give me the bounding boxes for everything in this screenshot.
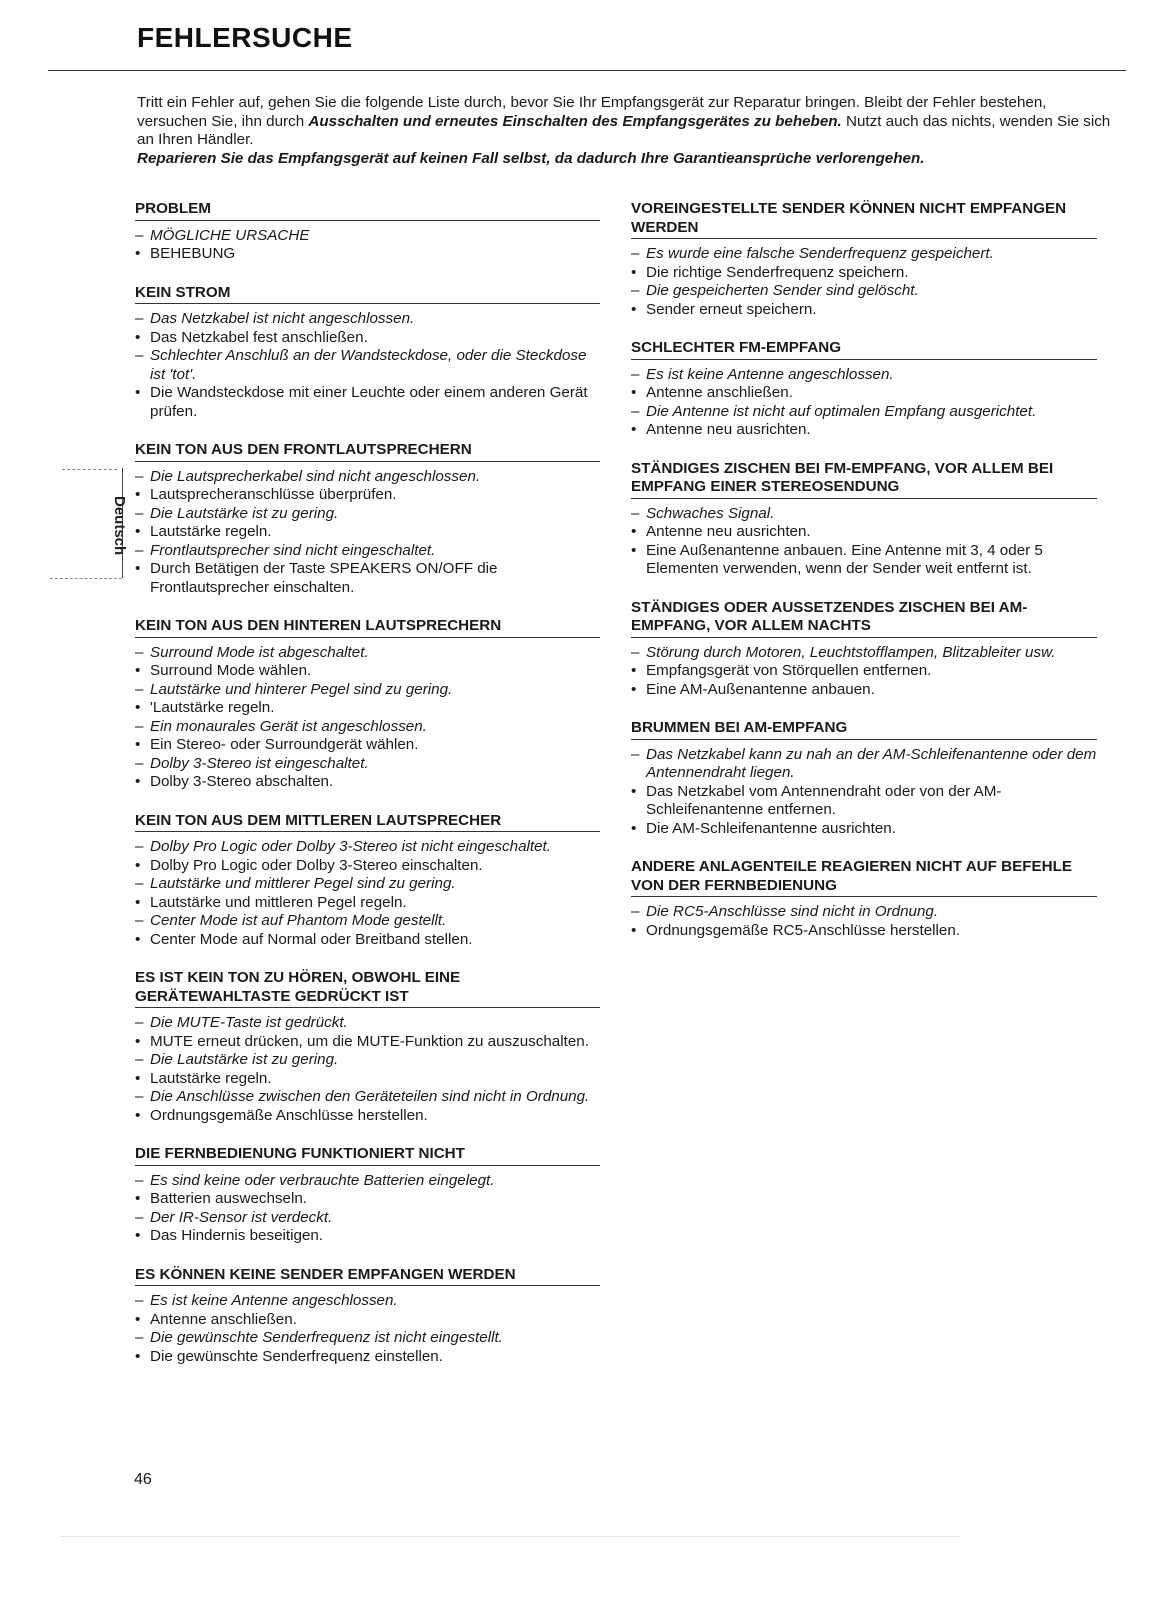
bullet-marker-icon: •	[135, 1227, 141, 1244]
section-heading: ES IST KEIN TON ZU HÖREN, OBWOHL EINE GERÄTEWAHLTASTE GEDRÜCKT IST	[135, 969, 600, 1008]
section-heading: ANDERE ANLAGENTEILE REAGIEREN NICHT AUF BEFEHLE VON DER FERNBEDIENUNG	[631, 858, 1097, 897]
bullet-marker-icon: •	[631, 541, 637, 559]
line-text: Antenne neu ausrichten.	[646, 421, 811, 438]
page-number: 46	[134, 1471, 152, 1488]
dash-marker-icon: –	[135, 643, 144, 661]
troubleshooting-section	[135, 441, 600, 597]
bullet-marker-icon: •	[135, 662, 141, 679]
line-text: Sender erneut speichern.	[646, 300, 817, 318]
bullet-marker-icon: •	[135, 1190, 141, 1207]
cause-line	[135, 838, 600, 857]
section-heading: SCHLECHTER FM-EMPFANG	[631, 339, 1097, 360]
cause-line	[631, 403, 1097, 422]
remedy-line	[135, 1190, 600, 1209]
remedy-line	[631, 662, 1097, 681]
line-text: Antenne anschließen.	[646, 384, 793, 401]
line-text: Ordnungsgemäße RC5-Anschlüsse herstellen.	[646, 921, 961, 939]
bullet-marker-icon: •	[631, 421, 637, 438]
bullet-marker-icon: •	[135, 1069, 141, 1087]
line-text: Die gewünschte Senderfrequenz einstellen.	[150, 1347, 443, 1365]
dash-marker-icon: –	[135, 1292, 144, 1309]
line-text: Eine AM-Außenantenne anbauen.	[646, 680, 875, 698]
line-text: Antenne neu ausrichten.	[646, 523, 811, 540]
bullet-marker-icon: •	[135, 1310, 141, 1328]
line-text: Eine Außenantenne anbauen. Eine Antenne mit 3, 4 oder 5 Elementen verwenden, wenn der Sender weit entfernt ist.	[646, 541, 1043, 577]
troubleshooting-section	[631, 460, 1097, 579]
bullet-marker-icon: •	[135, 893, 141, 911]
dash-marker-icon: –	[135, 467, 144, 485]
section-heading: STÄNDIGES ZISCHEN BEI FM-EMPFANG, VOR ALLEM BEI EMPFANG EINER STEREOSENDUNG	[631, 460, 1097, 499]
cause-line	[135, 1051, 600, 1070]
bullet-marker-icon: •	[135, 930, 141, 948]
line-text: Center Mode auf Normal oder Breitband stellen.	[150, 930, 473, 948]
troubleshooting-section	[631, 339, 1097, 440]
line-text: Die Lautstärke ist zu gering.	[150, 1051, 339, 1068]
remedy-line	[135, 736, 600, 755]
cause-line	[135, 1292, 600, 1311]
remedy-line	[135, 560, 600, 597]
remedy-line	[135, 894, 600, 913]
cause-line	[631, 505, 1097, 524]
line-text: Die Lautstärke ist zu gering.	[150, 504, 339, 522]
troubleshooting-section	[135, 969, 600, 1125]
line-text: Frontlautsprecher sind nicht eingeschaltet.	[150, 541, 436, 559]
bullet-marker-icon: •	[631, 263, 637, 281]
remedy-line	[631, 542, 1097, 579]
line-text: Es sind keine oder verbrauchte Batterien eingelegt.	[150, 1171, 495, 1189]
dash-marker-icon: –	[135, 347, 144, 364]
cause-line	[631, 903, 1097, 922]
dash-marker-icon: –	[135, 504, 144, 522]
cause-line	[135, 1088, 600, 1107]
cause-line	[135, 718, 600, 737]
remedy-line	[135, 1033, 600, 1052]
bullet-marker-icon: •	[135, 384, 141, 401]
remedy-line	[631, 820, 1097, 839]
dash-marker-icon: –	[135, 226, 144, 244]
section-heading: DIE FERNBEDIENUNG FUNKTIONIERT NICHT	[135, 1145, 600, 1166]
line-text: Lautstärke und mittleren Pegel regeln.	[150, 893, 407, 911]
remedy-line	[135, 1070, 600, 1089]
troubleshooting-section	[135, 200, 600, 264]
cause-line	[631, 746, 1097, 783]
line-text: Die RC5-Anschlüsse sind nicht in Ordnung.	[646, 903, 939, 920]
bullet-marker-icon: •	[135, 245, 141, 262]
line-text: Das Hindernis beseitigen.	[150, 1227, 324, 1244]
line-text: Die Antenne ist nicht auf optimalen Empfang ausgerichtet.	[646, 402, 1037, 420]
dash-marker-icon: –	[631, 643, 640, 661]
troubleshooting-section	[631, 719, 1097, 838]
scan-noise-line	[60, 1536, 960, 1537]
bullet-marker-icon: •	[135, 699, 141, 716]
bullet-marker-icon: •	[135, 1106, 141, 1124]
dash-marker-icon: –	[631, 903, 640, 920]
remedy-line	[135, 329, 600, 348]
troubleshooting-section	[631, 200, 1097, 319]
remedy-line	[135, 857, 600, 876]
cause-line	[631, 366, 1097, 385]
line-text: Antenne anschließen.	[150, 1310, 297, 1328]
cause-line	[135, 1209, 600, 1228]
remedy-line	[631, 264, 1097, 283]
intro-warning: Reparieren Sie das Empfangsgerät auf keinen Fall selbst, da dadurch Ihre Garantieansprüche verlorengehen.	[137, 149, 925, 167]
line-text: MUTE erneut drücken, um die MUTE-Funktion zu auszuschalten.	[150, 1032, 589, 1050]
remedy-line	[135, 662, 600, 681]
bullet-marker-icon: •	[135, 328, 141, 346]
intro-text-start: Tritt ein Fehler auf, gehen Sie die folgende Liste durch, bevor Sie Ihr Empfangsgerät zur Reparatur bringen. Bleibt der Fehler bestehen, versuchen Sie, ihn durch	[137, 94, 1047, 130]
dash-marker-icon: –	[135, 1329, 144, 1346]
cause-line	[135, 912, 600, 931]
dash-marker-icon: –	[135, 1014, 144, 1031]
cause-line	[135, 875, 600, 894]
line-text: Ein monaurales Gerät ist angeschlossen.	[150, 717, 427, 735]
cause-line	[631, 282, 1097, 301]
line-text: 'Lautstärke regeln.	[150, 699, 275, 716]
remedy-line	[631, 922, 1097, 941]
bullet-marker-icon: •	[135, 523, 141, 540]
bullet-marker-icon: •	[631, 384, 637, 401]
bullet-marker-icon: •	[631, 819, 637, 837]
line-text: Die gespeicherten Sender sind gelöscht.	[646, 282, 919, 299]
remedy-line	[631, 301, 1097, 320]
line-text: Ein Stereo- oder Surroundgerät wählen.	[150, 736, 419, 753]
bullet-marker-icon: •	[631, 523, 637, 540]
line-text: Durch Betätigen der Taste SPEAKERS ON/OFF die Frontlautsprecher einschalten.	[150, 560, 498, 596]
dash-marker-icon: –	[135, 875, 144, 892]
cause-line	[135, 1014, 600, 1033]
line-text: Die richtige Senderfrequenz speichern.	[646, 263, 909, 281]
troubleshooting-section	[135, 812, 600, 950]
troubleshooting-section	[135, 1266, 600, 1367]
intro-paragraph	[137, 94, 1112, 150]
cause-line	[135, 468, 600, 487]
line-text: Der IR-Sensor ist verdeckt.	[150, 1208, 333, 1226]
line-text: Schlechter Anschluß an der Wandsteckdose, oder die Steckdose ist 'tot'.	[150, 347, 587, 383]
right-column	[631, 200, 1097, 960]
dash-marker-icon: –	[631, 745, 640, 763]
remedy-line	[631, 523, 1097, 542]
title-divider	[48, 70, 1126, 71]
line-text: Schwaches Signal.	[646, 504, 775, 522]
remedy-line	[135, 245, 600, 264]
dash-marker-icon: –	[135, 310, 144, 327]
remedy-line	[631, 384, 1097, 403]
line-text: Die AM-Schleifenantenne ausrichten.	[646, 819, 896, 837]
line-text: Die Anschlüsse zwischen den Geräteteilen sind nicht in Ordnung.	[150, 1088, 590, 1105]
line-text: Empfangsgerät von Störquellen entfernen.	[646, 662, 932, 679]
dash-marker-icon: –	[135, 541, 144, 559]
dash-marker-icon: –	[135, 1171, 144, 1189]
page-title: FEHLERSUCHE	[137, 22, 353, 53]
remedy-line	[135, 1348, 600, 1367]
cause-line	[135, 542, 600, 561]
remedy-line	[135, 486, 600, 505]
dash-marker-icon: –	[631, 245, 640, 262]
line-text: Ordnungsgemäße Anschlüsse herstellen.	[150, 1106, 428, 1124]
line-text: Es ist keine Antenne angeschlossen.	[646, 365, 894, 383]
section-heading: KEIN TON AUS DEN FRONTLAUTSPRECHERN	[135, 441, 600, 462]
line-text: Die Wandsteckdose mit einer Leuchte oder einem anderen Gerät prüfen.	[150, 384, 588, 420]
cause-line	[135, 347, 600, 384]
troubleshooting-section	[135, 1145, 600, 1246]
dash-marker-icon: –	[135, 754, 144, 772]
cause-line	[135, 505, 600, 524]
troubleshooting-section	[135, 617, 600, 792]
remedy-line	[135, 1311, 600, 1330]
line-text: Lautstärke und hinterer Pegel sind zu gering.	[150, 680, 453, 698]
line-text: Die MUTE-Taste ist gedrückt.	[150, 1014, 348, 1031]
left-column	[135, 200, 600, 1386]
line-text: Dolby 3-Stereo abschalten.	[150, 773, 334, 790]
line-text: Lautstärke regeln.	[150, 1069, 272, 1087]
line-text: Dolby 3-Stereo ist eingeschaltet.	[150, 754, 369, 772]
remedy-line	[135, 773, 600, 792]
troubleshooting-section	[631, 858, 1097, 940]
troubleshooting-section	[631, 599, 1097, 700]
remedy-line	[135, 1107, 600, 1126]
intro-block	[137, 94, 1112, 168]
cause-line	[135, 644, 600, 663]
remedy-line	[631, 421, 1097, 440]
line-text: Dolby Pro Logic oder Dolby 3-Stereo ist nicht eingeschaltet.	[150, 838, 551, 855]
remedy-line	[135, 931, 600, 950]
dash-marker-icon: –	[135, 717, 144, 735]
dash-marker-icon: –	[135, 838, 144, 855]
section-heading: STÄNDIGES ODER AUSSETZENDES ZISCHEN BEI AM-EMPFANG, VOR ALLEM NACHTS	[631, 599, 1097, 638]
bullet-marker-icon: •	[135, 1032, 141, 1050]
cause-line	[135, 310, 600, 329]
bullet-marker-icon: •	[135, 1347, 141, 1365]
section-heading: ES KÖNNEN KEINE SENDER EMPFANGEN WERDEN	[135, 1266, 600, 1287]
bullet-marker-icon: •	[135, 560, 141, 577]
dash-marker-icon: –	[631, 282, 640, 299]
line-text: Störung durch Motoren, Leuchtstofflampen, Blitzableiter usw.	[646, 643, 1056, 661]
line-text: BEHEBUNG	[150, 245, 236, 262]
dash-marker-icon: –	[135, 1088, 144, 1105]
dash-marker-icon: –	[631, 402, 640, 420]
line-text: Das Netzkabel fest anschließen.	[150, 328, 368, 346]
bullet-marker-icon: •	[631, 782, 637, 800]
dash-marker-icon: –	[135, 1208, 144, 1226]
dash-marker-icon: –	[631, 504, 640, 522]
section-heading: PROBLEM	[135, 200, 600, 221]
line-text: Es ist keine Antenne angeschlossen.	[150, 1292, 398, 1309]
line-text: Dolby Pro Logic oder Dolby 3-Stereo einschalten.	[150, 856, 483, 874]
language-tab-label: Deutsch	[111, 496, 128, 556]
dash-marker-icon: –	[631, 365, 640, 383]
section-heading: BRUMMEN BEI AM-EMPFANG	[631, 719, 1097, 740]
line-text: MÖGLICHE URSACHE	[150, 226, 310, 244]
line-text: Surround Mode wählen.	[150, 662, 312, 679]
section-heading: VOREINGESTELLTE SENDER KÖNNEN NICHT EMPFANGEN WERDEN	[631, 200, 1097, 239]
dash-marker-icon: –	[135, 680, 144, 698]
bullet-marker-icon: •	[631, 680, 637, 698]
intro-text-end: Nutzt auch das nichts, wenden Sie sich an Ihren Händler.	[137, 112, 1111, 148]
cause-line	[631, 245, 1097, 264]
bullet-marker-icon: •	[135, 773, 141, 790]
line-text: Lautstärke und mittlerer Pegel sind zu gering.	[150, 875, 456, 892]
side-tab-guide-bottom	[50, 578, 122, 579]
remedy-line	[135, 1227, 600, 1246]
bullet-marker-icon: •	[631, 300, 637, 318]
bullet-marker-icon: •	[631, 921, 637, 939]
section-heading: KEIN TON AUS DEM MITTLEREN LAUTSPRECHER	[135, 812, 600, 833]
dash-marker-icon: –	[135, 912, 144, 929]
line-text: Das Netzkabel kann zu nah an der AM-Schleifenantenne oder dem Antennendraht liegen.	[646, 745, 1097, 781]
line-text: Lautsprecheranschlüsse überprüfen.	[150, 486, 397, 503]
bullet-marker-icon: •	[135, 736, 141, 753]
bullet-marker-icon: •	[135, 486, 141, 503]
line-text: Center Mode ist auf Phantom Mode gestellt.	[150, 912, 447, 929]
cause-line	[135, 1329, 600, 1348]
line-text: Surround Mode ist abgeschaltet.	[150, 643, 369, 661]
cause-line	[135, 1172, 600, 1191]
line-text: Es wurde eine falsche Senderfrequenz gespeichert.	[646, 245, 994, 262]
cause-line	[631, 644, 1097, 663]
line-text: Das Netzkabel vom Antennendraht oder von der AM-Schleifenantenne entfernen.	[646, 782, 1002, 818]
remedy-line	[631, 783, 1097, 820]
cause-line	[135, 681, 600, 700]
line-text: Die gewünschte Senderfrequenz ist nicht eingestellt.	[150, 1329, 503, 1346]
remedy-line	[135, 384, 600, 421]
line-text: Lautstärke regeln.	[150, 523, 272, 540]
remedy-line	[135, 523, 600, 542]
line-text: Die Lautsprecherkabel sind nicht angeschlossen.	[150, 467, 481, 485]
intro-emphasis: Ausschalten und erneutes Einschalten des Empfangsgerätes zu beheben.	[308, 112, 842, 130]
cause-line	[135, 755, 600, 774]
troubleshooting-section	[135, 284, 600, 422]
bullet-marker-icon: •	[135, 856, 141, 874]
cause-line	[135, 227, 600, 246]
remedy-line	[135, 699, 600, 718]
dash-marker-icon: –	[135, 1051, 144, 1068]
section-heading: KEIN STROM	[135, 284, 600, 305]
section-heading: KEIN TON AUS DEN HINTEREN LAUTSPRECHERN	[135, 617, 600, 638]
bullet-marker-icon: •	[631, 662, 637, 679]
remedy-line	[631, 681, 1097, 700]
line-text: Das Netzkabel ist nicht angeschlossen.	[150, 310, 415, 327]
line-text: Batterien auswechseln.	[150, 1190, 308, 1207]
